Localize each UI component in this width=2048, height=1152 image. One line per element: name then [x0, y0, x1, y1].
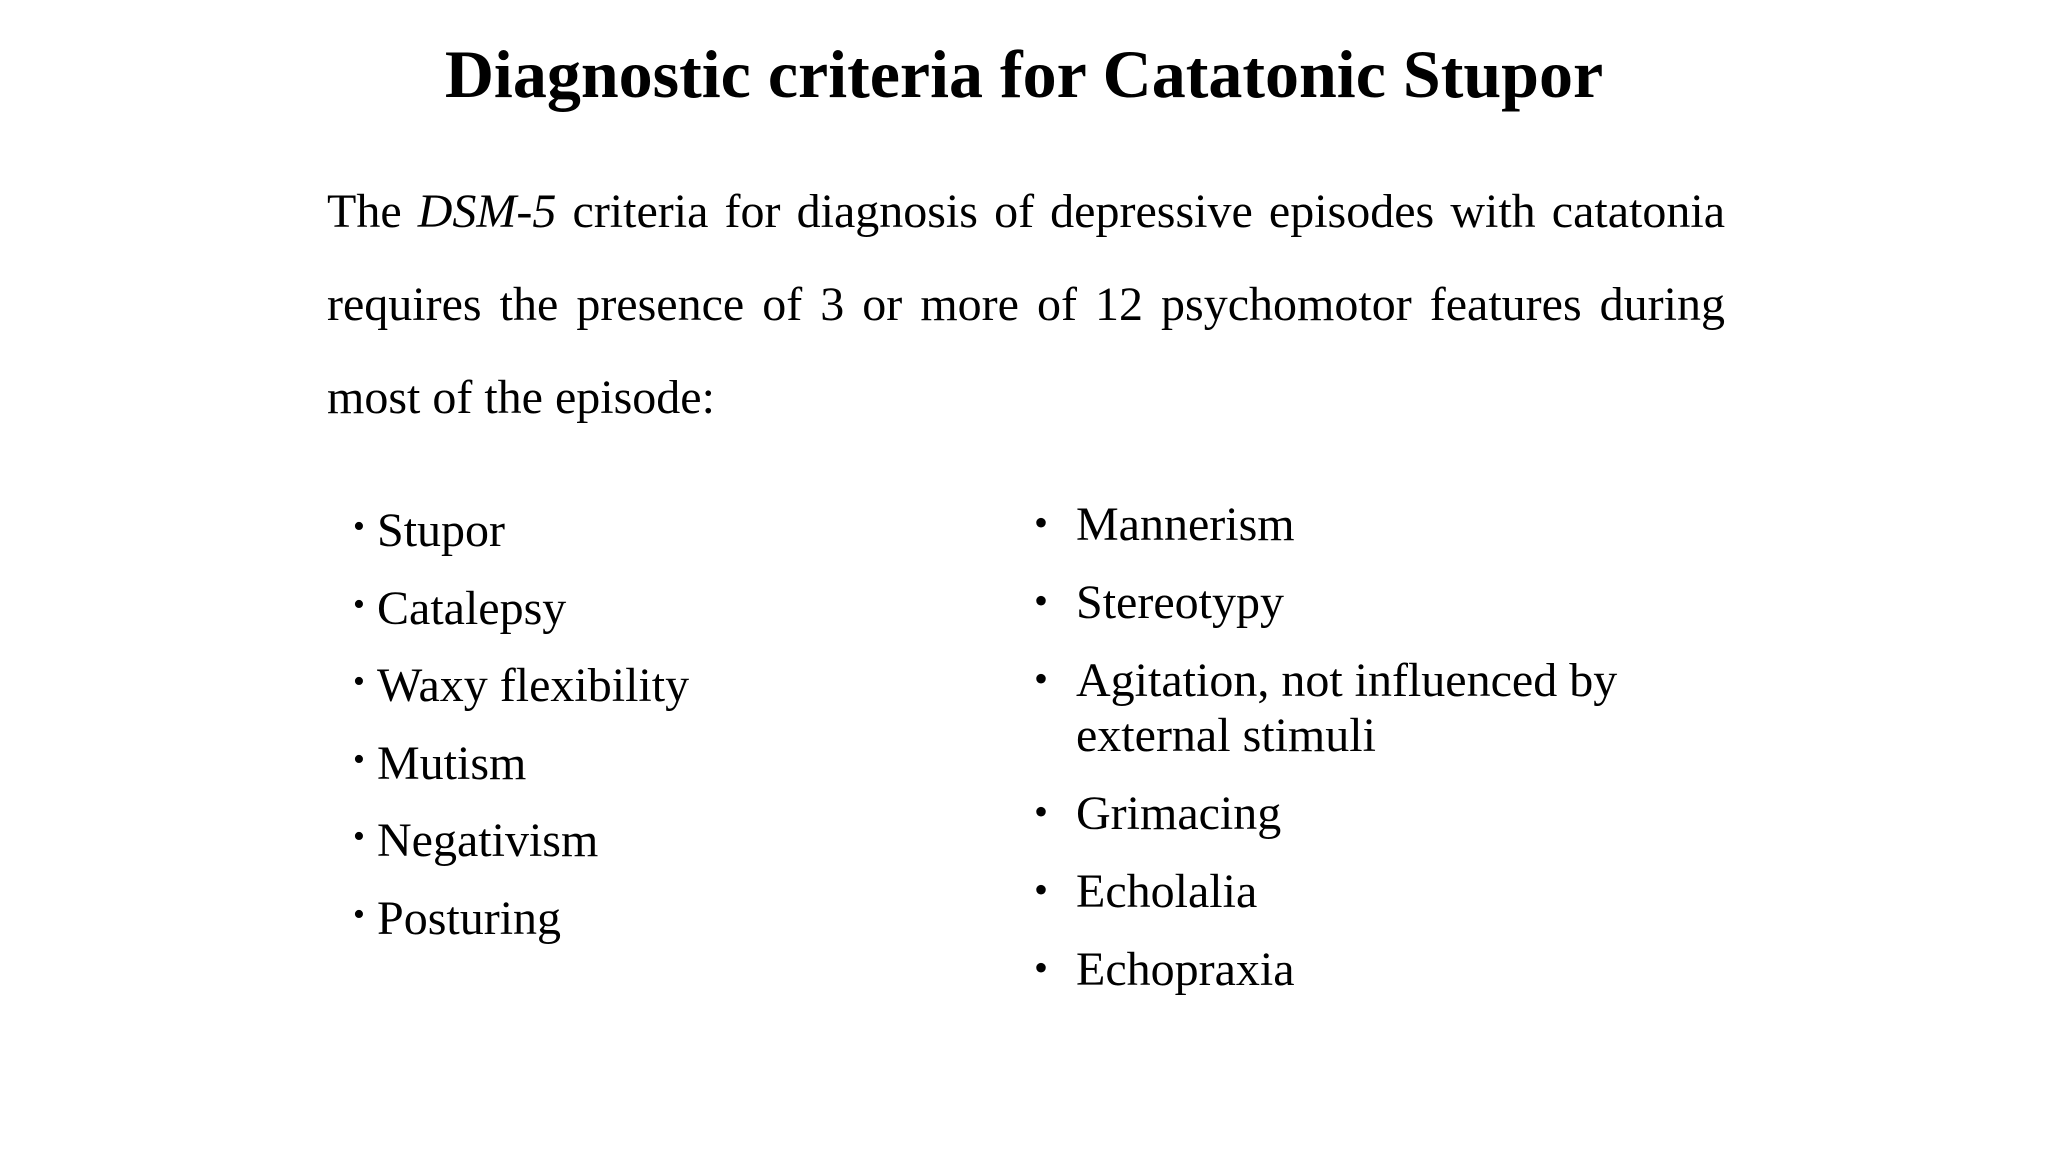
- bullet-icon: •: [353, 818, 365, 855]
- intro-rest: criteria for diagnosis of depressive episodes with catatonia requires the presence of 3 or more of 12 psychomotor features during most of the episode:: [327, 185, 1726, 424]
- criteria-list-right: [1034, 497, 1754, 1020]
- list-item-label: Mannerism: [1076, 498, 1295, 551]
- list-item: [1034, 497, 1754, 552]
- list-item: [1034, 575, 1754, 630]
- list-item: [1034, 864, 1754, 919]
- list-item-label: Mutism: [377, 736, 527, 790]
- bullet-icon: •: [353, 663, 365, 700]
- intro-prefix: The: [327, 185, 418, 238]
- bullet-icon: •: [1034, 656, 1049, 701]
- list-item-label: Negativism: [377, 814, 599, 867]
- list-item-label: Catalepsy: [377, 581, 567, 635]
- bullet-icon: •: [1034, 789, 1049, 834]
- list-item-label: Agitation, not influenced by external stimuli: [1076, 654, 1618, 762]
- bullet-icon: •: [1034, 500, 1049, 545]
- list-item-label: Stupor: [377, 504, 506, 557]
- slide-title: Diagnostic criteria for Catatonic Stupor: [444, 36, 1604, 112]
- bullet-icon: •: [353, 895, 365, 933]
- criteria-list-left: [353, 497, 973, 962]
- list-item: [1034, 786, 1754, 841]
- intro-paragraph: [327, 165, 1725, 444]
- bullet-icon: •: [1034, 945, 1049, 990]
- intro-emphasis: DSM-5: [417, 185, 557, 238]
- list-item-label: Waxy flexibility: [377, 659, 690, 712]
- list-item-label: Echopraxia: [1076, 943, 1295, 996]
- bullet-icon: •: [1034, 578, 1049, 623]
- list-item: [353, 652, 973, 730]
- bullet-icon: •: [1034, 867, 1049, 912]
- list-item: [1034, 942, 1754, 997]
- list-item-label: Grimacing: [1076, 787, 1282, 840]
- list-item-label: Echolalia: [1076, 865, 1258, 918]
- list-item: [353, 575, 973, 653]
- list-item: [353, 807, 973, 885]
- list-item-label: Posturing: [377, 891, 562, 945]
- bullet-icon: •: [353, 740, 365, 778]
- list-item: [353, 885, 973, 963]
- bullet-icon: •: [353, 508, 365, 545]
- list-item: [353, 730, 973, 808]
- list-item-label: Stereotypy: [1076, 576, 1284, 629]
- bullet-icon: •: [353, 585, 365, 623]
- list-item: [353, 497, 973, 575]
- list-item: [1034, 653, 1754, 763]
